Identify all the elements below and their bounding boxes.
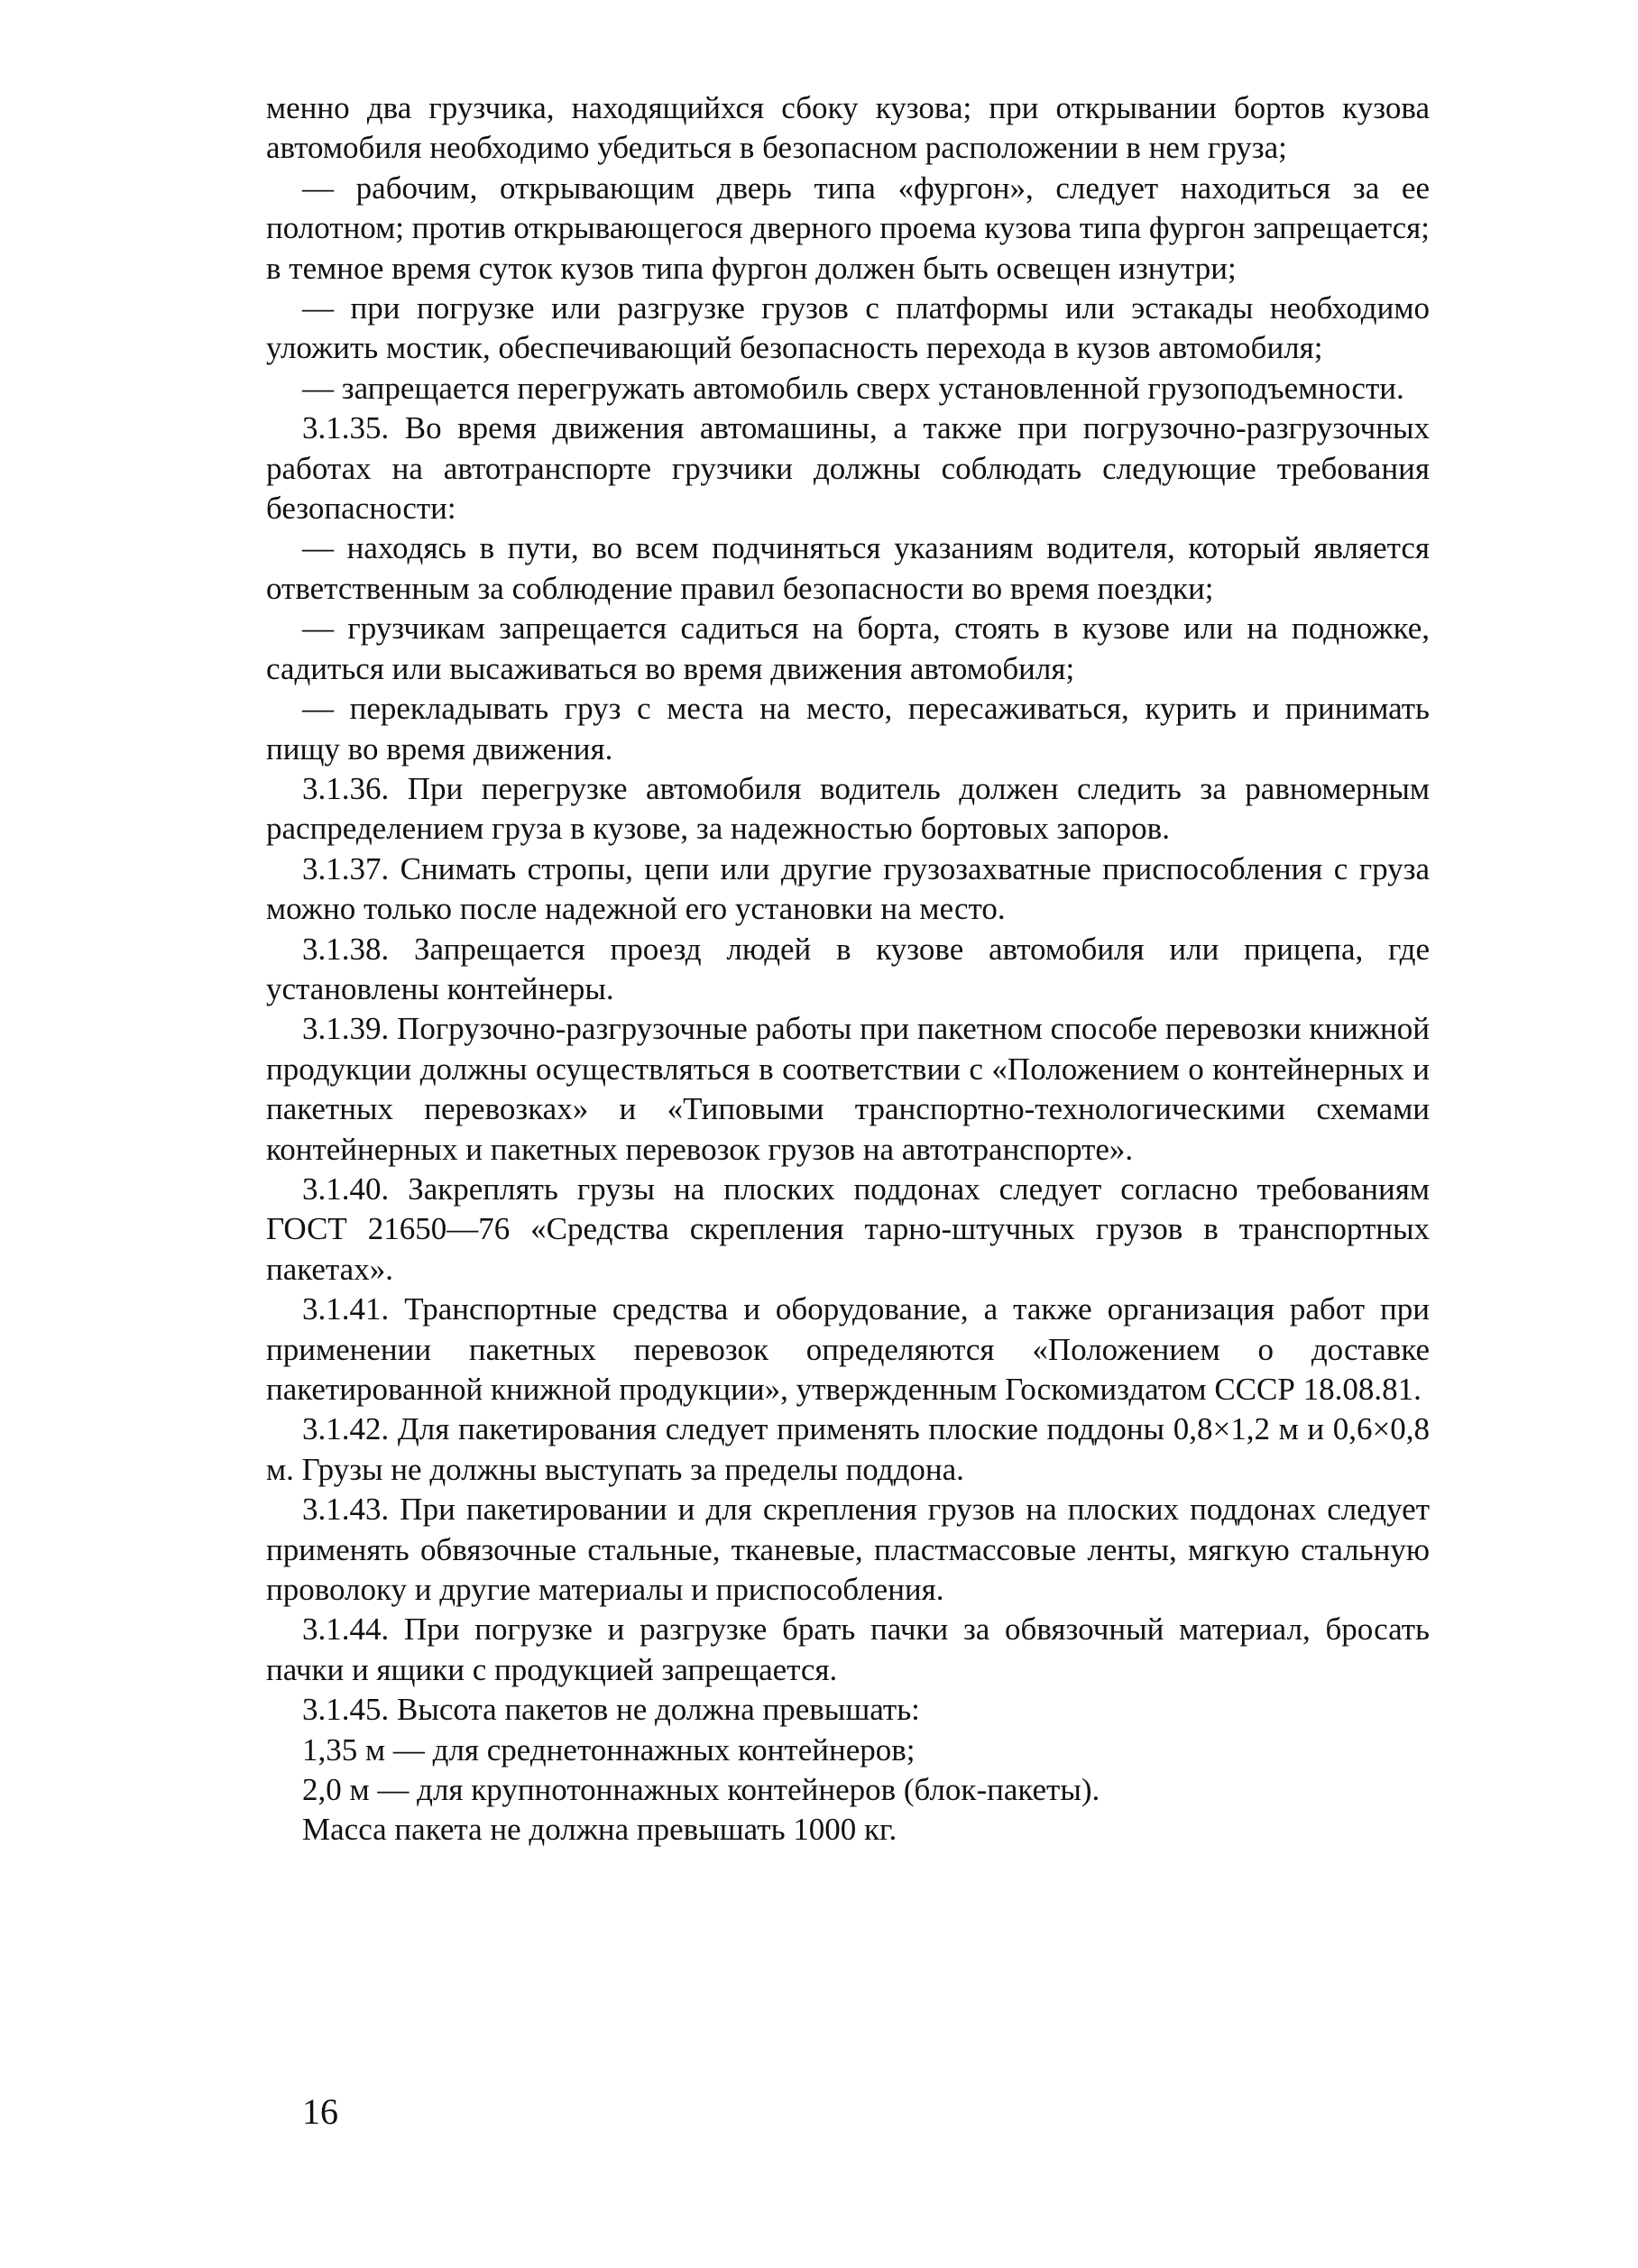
- paragraph-3-1-43: 3.1.43. При пакетировании и для скрепления грузов на плоских поддонах следует применять обвязочные стальные, тканевые, пластмассовые ленты, мягкую стальную проволоку и другие материалы и приспособления.: [266, 1492, 1430, 1608]
- document-page: [266, 88, 1430, 1850]
- paragraph-overload-ban: — запрещается перегружать автомобиль сверх установленной грузоподъемности.: [302, 370, 1404, 406]
- paragraph-3-1-45: 3.1.45. Высота пакетов не должна превышать:: [302, 1692, 920, 1728]
- paragraph-3-1-36: 3.1.36. При перегрузке автомобиля водитель должен следить за равномерным распределением груза в кузове, за надежностью бортовых запоров.: [266, 770, 1430, 847]
- paragraph-3-1-35: 3.1.35. Во время движения автомашины, а также при погрузочно-разгрузочных работах на автотранспорте грузчики должны соблюдать следующие требования безопасности:: [266, 410, 1430, 527]
- paragraph-3-1-39: 3.1.39. Погрузочно-разгрузочные работы при пакетном способе перевозки книжной продукции должны осуществляться в соответствии с «Положением о контейнерных и пакетных перевозках» и «Типовыми транспортно-технологическими схемами контейнерных и пакетных перевозок грузов на автотранспорте».: [266, 1011, 1430, 1167]
- paragraph-3-1-41: 3.1.41. Транспортные средства и оборудование, а также организация работ при применении пакетных перевозок определяются «Положением о доставке пакетированной книжной продукции», утвержденным Госкомиздатом СССР 18.08.81.: [266, 1291, 1430, 1407]
- paragraph-mass-limit: Масса пакета не должна превышать 1000 кг.: [302, 1812, 897, 1848]
- paragraph-3-1-38: 3.1.38. Запрещается проезд людей в кузове автомобиля или прицепа, где установлены контейнеры.: [266, 931, 1430, 1006]
- paragraph-3-1-37: 3.1.37. Снимать стропы, цепи или другие грузозахватные приспособления с груза можно только после надежной его установки на место.: [266, 850, 1430, 927]
- paragraph-platform-bridge: — при погрузке или разгрузке грузов с платформы или эстакады необходимо уложить мостик, обеспечивающий безопасность перехода в кузов автомобиля;: [266, 290, 1430, 366]
- paragraph-height-medium: 1,35 м — для среднетоннажных контейнеров;: [302, 1731, 916, 1768]
- paragraph-continuation: менно два грузчика, находящийхся сбоку кузова; при открывании бортов кузова автомобиля необходимо убедиться в безопасном расположении в нем груза;: [266, 90, 1430, 166]
- paragraph-obey-driver: — находясь в пути, во всем подчиняться указаниям водителя, который является ответственным за соблюдение правил безопасности во время поездки;: [266, 530, 1430, 606]
- paragraph-van-door: — рабочим, открывающим дверь типа «фургон», следует находиться за ее полотном; против открывающегося дверного проема кузова типа фургон запрещается; в темное время суток кузов типа фургон должен быть освещен изнутри;: [266, 170, 1430, 286]
- paragraph-3-1-40: 3.1.40. Закреплять грузы на плоских поддонах следует согласно требованиям ГОСТ 21650—76 «Средства скрепления тарно-штучных грузов в транспортных пакетах».: [266, 1171, 1430, 1287]
- paragraph-no-sitting-on-sides: — грузчикам запрещается садиться на борта, стоять в кузове или на подножке, садиться или высаживаться во время движения автомобиля;: [266, 611, 1430, 686]
- paragraph-no-moving-cargo: — перекладывать груз с места на место, пересаживаться, курить и принимать пищу во время движения.: [266, 691, 1430, 767]
- page-number: 16: [302, 2091, 338, 2132]
- paragraph-height-large: 2,0 м — для крупнотоннажных контейнеров (блок-пакеты).: [302, 1772, 1100, 1808]
- paragraph-3-1-42: 3.1.42. Для пакетирования следует применять плоские поддоны 0,8×1,2 м и 0,6×0,8 м. Грузы не должны выступать за пределы поддона.: [266, 1411, 1430, 1487]
- paragraph-3-1-44: 3.1.44. При погрузке и разгрузке брать пачки за обвязочный материал, бросать пачки и ящики с продукцией запрещается.: [266, 1611, 1430, 1687]
